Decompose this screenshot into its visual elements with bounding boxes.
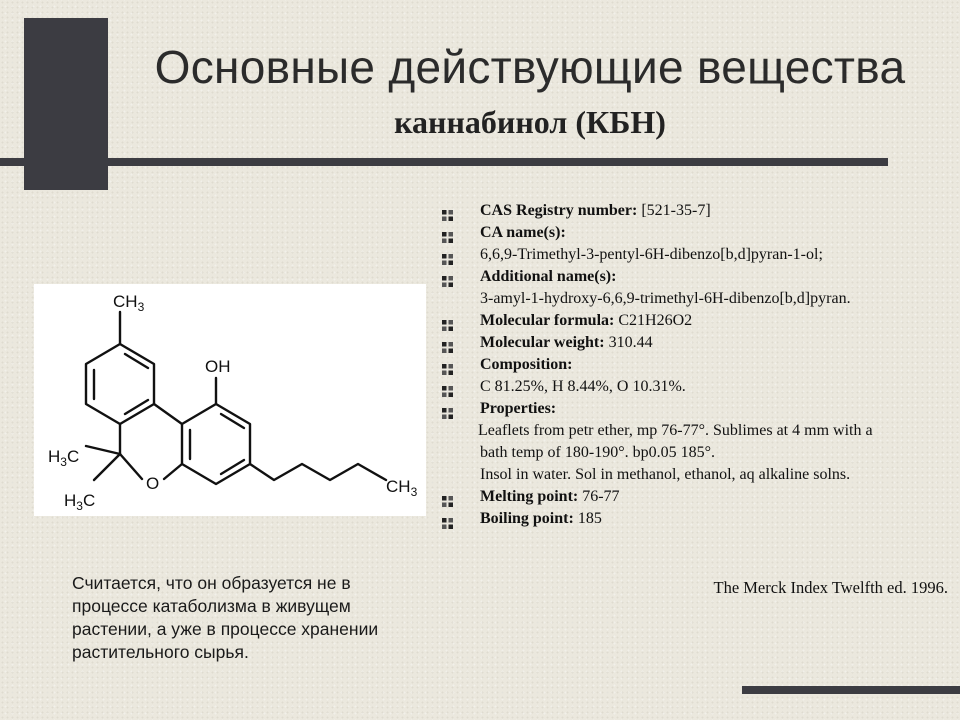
properties-text-line: bath temp of 180-190°. bp0.05 185°. xyxy=(480,444,715,461)
properties-text xyxy=(440,420,950,486)
property-row xyxy=(440,376,950,398)
property-label: Boiling point: xyxy=(480,510,574,527)
property-value: C21H26O2 xyxy=(614,312,693,329)
property-value: 3-amyl-1-hydroxy-6,6,9-trimethyl-6H-dibenzo[b,d]pyran. xyxy=(480,290,851,307)
square-bullet-icon xyxy=(442,272,453,283)
property-label: Molecular formula: xyxy=(480,312,615,329)
ring-c xyxy=(182,404,250,484)
property-value: [521-35-7] xyxy=(637,202,711,219)
square-bullet-icon xyxy=(442,382,453,393)
label-oh: OH xyxy=(205,357,231,376)
property-value: C 81.25%, H 8.44%, O 10.31%. xyxy=(480,378,686,395)
property-row xyxy=(440,398,950,420)
property-label: CA name(s): xyxy=(480,224,566,241)
properties-text-line: Insol in water. Sol in methanol, ethanol, aq alkaline solns. xyxy=(480,466,851,483)
properties-list xyxy=(440,200,950,530)
cannabinol-structure-svg xyxy=(34,284,426,516)
property-value: 76-77 xyxy=(578,488,620,505)
structure-diagram xyxy=(34,284,426,516)
square-bullet-icon xyxy=(442,360,453,371)
slide-subtitle: каннабинол (КБН) xyxy=(394,104,666,140)
property-row xyxy=(440,354,950,376)
property-value: 6,6,9-Trimethyl-3-pentyl-6H-dibenzo[b,d]pyran-1-ol; xyxy=(480,246,823,263)
property-row xyxy=(440,310,950,332)
square-bullet-icon xyxy=(442,206,453,217)
label-h3c-upper: $H_3C$ xyxy=(48,447,80,469)
pentyl-chain xyxy=(250,464,386,480)
property-label: Properties: xyxy=(480,400,557,417)
property-label: Molecular weight: xyxy=(480,334,605,351)
property-row xyxy=(440,288,950,310)
square-bullet-icon xyxy=(442,514,453,525)
square-bullet-icon xyxy=(442,404,453,415)
label-ch3-chain: $CH_3$ xyxy=(386,477,418,499)
property-value: 310.44 xyxy=(604,334,653,351)
label-ch3-top: $CH_3$ xyxy=(113,292,145,314)
property-row xyxy=(440,244,950,266)
property-value: 185 xyxy=(573,510,602,527)
property-row xyxy=(440,332,950,354)
property-label: Melting point: xyxy=(480,488,579,505)
property-label: Additional name(s): xyxy=(480,268,617,285)
slide-title: Основные действующие вещества xyxy=(154,41,906,93)
square-bullet-icon xyxy=(442,228,453,239)
property-label: Composition: xyxy=(480,356,573,373)
property-row xyxy=(440,486,950,508)
source-citation: The Merck Index Twelfth ed. 1996. xyxy=(713,578,948,597)
property-row xyxy=(440,266,950,288)
property-row xyxy=(440,508,950,530)
footer-rule xyxy=(742,686,960,694)
label-h3c-lower: $H_3C$ xyxy=(64,491,96,513)
property-label: CAS Registry number: xyxy=(480,202,638,219)
properties-text-line: Leaflets from petr ether, mp 76-77°. Sublimes at 4 mm with a xyxy=(478,422,873,439)
square-bullet-icon xyxy=(442,250,453,261)
property-row xyxy=(440,222,950,244)
square-bullet-icon xyxy=(442,338,453,349)
label-ring-oxygen: O xyxy=(146,474,160,493)
square-bullet-icon xyxy=(442,492,453,503)
ring-a xyxy=(86,344,154,424)
description-text: Считается, что он образуется не в процессе катаболизма в живущем растении, а уже в процессе хранении растительного сырья. xyxy=(72,573,379,662)
title-underline-rule xyxy=(0,158,888,166)
square-bullet-icon xyxy=(442,316,453,327)
property-row xyxy=(440,200,950,222)
